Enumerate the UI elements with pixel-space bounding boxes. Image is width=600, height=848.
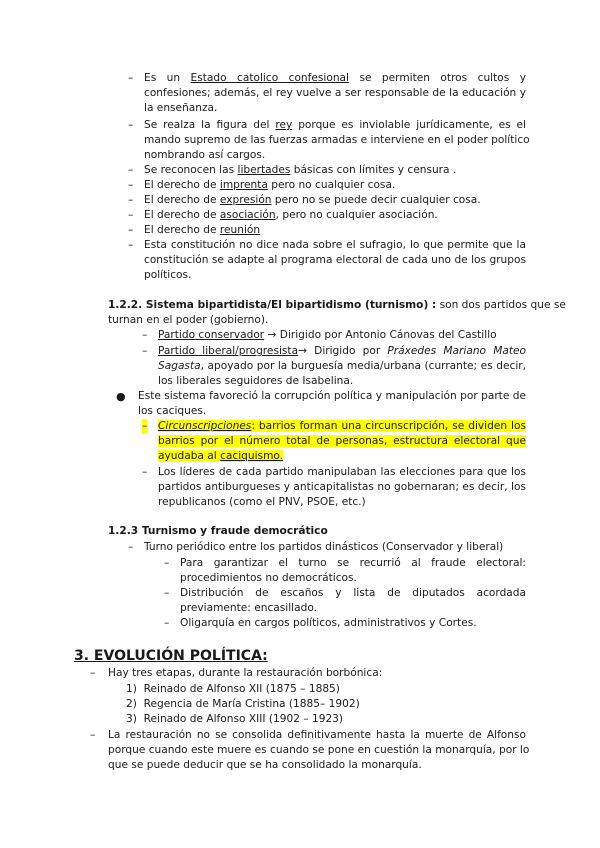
sufragio-line-2: constitución se adapte al programa electoral de cada uno de los grupos (144, 254, 526, 266)
partido-liberal-line-2: Sagasta, apoyado por la burguesía media/urbana (currante; es decir, (158, 360, 526, 372)
partido-conservador-line: Partido conservador → Dirigido por Antonio Cánovas del Castillo (158, 329, 497, 341)
garantizar-line-2: procedimientos no democráticos. (180, 572, 357, 584)
list-bullet: – (142, 345, 148, 357)
corrupcion-line-2: los caciques. (138, 405, 207, 417)
sufragio-line-3: políticos. (144, 269, 192, 281)
restauracion-line-1: La restauración no se consolida definitivamente hasta la muerte de Alfonso (108, 729, 526, 741)
list-bullet: – (142, 329, 148, 341)
circunscripciones-line-2: barrios por el número total de personas, estructura electoral que (158, 435, 526, 447)
list-bullet: – (128, 164, 134, 176)
list-bullet: – (128, 541, 134, 553)
expresion-line: El derecho de expresión pero no se puede decir cualquier cosa. (144, 194, 481, 206)
list-bullet: – (164, 557, 170, 569)
rey-line-3: nombrando así cargos. (144, 149, 266, 161)
list-bullet: – (128, 209, 134, 221)
bullet-dot: ● (116, 390, 126, 403)
rey-line-1: Se realza la figura del rey porque es inviolable jurídicamente, es el (144, 119, 526, 131)
corrupcion-line-1: Este sistema favoreció la corrupción política y manipulación por parte de (138, 390, 526, 402)
garantizar-line-1: Para garantizar el turno se recurrió al fraude electoral: (180, 557, 526, 569)
reunion-line: El derecho de reunión (144, 224, 261, 236)
rey-line-2: mando supremo de las fuerzas armadas e interviene en el poder político (144, 134, 530, 146)
list-bullet: – (142, 420, 148, 432)
list-bullet: – (90, 729, 96, 741)
list-bullet: – (128, 194, 134, 206)
imprenta-line: El derecho de imprenta pero no cualquier cosa. (144, 179, 396, 191)
distribucion-line-2: previamente: encasillado. (180, 602, 318, 614)
list-bullet: – (128, 72, 134, 84)
libertades-line: Se reconocen las libertades básicas con límites y censura . (144, 164, 457, 176)
list-bullet: – (128, 239, 134, 251)
list-bullet: – (164, 587, 170, 599)
section-1-2-2-line-2: turnan en el poder (gobierno). (108, 314, 269, 326)
list-bullet: – (128, 119, 134, 131)
estado-line-3: la enseñanza. (144, 102, 218, 114)
distribucion-line-1: Distribución de escaños y lista de diputados acordada (180, 587, 526, 599)
etapa-item: 3) Reinado de Alfonso XIII (1902 – 1923) (126, 713, 344, 725)
estado-line-2: confesiones; además, el rey vuelve a ser responsable de la educación y (144, 87, 526, 99)
oligarquia-line: Oligarquía en cargos políticos, administrativos y Cortes. (180, 617, 477, 629)
partido-liberal-line-1: Partido liberal/progresista→ Dirigido por Práxedes Mariano Mateo (158, 345, 526, 357)
list-bullet: – (128, 179, 134, 191)
list-bullet: – (142, 466, 148, 478)
partido-liberal-line-3: los liberales seguidores de Isabelina. (158, 375, 354, 387)
asociacion-line: El derecho de asociación, pero no cualquier asociación. (144, 209, 438, 221)
restauracion-line-3: que se puede deducir que se ha consolidado la monarquía. (108, 759, 422, 771)
list-bullet: – (164, 617, 170, 629)
list-bullet: – (128, 224, 134, 236)
etapa-item: 2) Regencia de María Cristina (1885– 1902) (126, 698, 360, 710)
etapa-item: 1) Reinado de Alfonso XII (1875 – 1885) (126, 683, 340, 695)
section-3-heading: 3. EVOLUCIÓN POLÍTICA: (74, 648, 268, 664)
circunscripciones-line-1: Circunscripciones: barrios forman una circunscripción, se dividen los (158, 420, 526, 432)
estado-line-1: Es un Estado catolico confesional se permiten otros cultos y (144, 72, 526, 84)
lideres-line-3: republicanos (como el PNV, PSOE, etc.) (158, 496, 366, 508)
etapas-line: Hay tres etapas, durante la restauración borbónica: (108, 667, 383, 679)
turno-line: Turno periódico entre los partidos dinásticos (Conservador y liberal) (144, 541, 504, 553)
list-bullet: – (90, 667, 96, 679)
section-1-2-2-heading: 1.2.2. Sistema bipartidista/El bipartidismo (turnismo) : son dos partidos que se (108, 299, 566, 311)
circunscripciones-line-3: ayudaba al caciquismo. (158, 450, 284, 462)
lideres-line-2: partidos antiburgueses y anticapitalistas no gobernaran; es decir, los (158, 481, 526, 493)
sufragio-line-1: Esta constitución no dice nada sobre el sufragio, lo que permite que la (144, 239, 526, 251)
section-1-2-3-heading: 1.2.3 Turnismo y fraude democrático (108, 525, 328, 537)
lideres-line-1: Los líderes de cada partido manipulaban las elecciones para que los (158, 466, 526, 478)
restauracion-line-2: porque cuando este muere es cuando se pone en cuestión la monarquía, por lo (108, 744, 530, 756)
